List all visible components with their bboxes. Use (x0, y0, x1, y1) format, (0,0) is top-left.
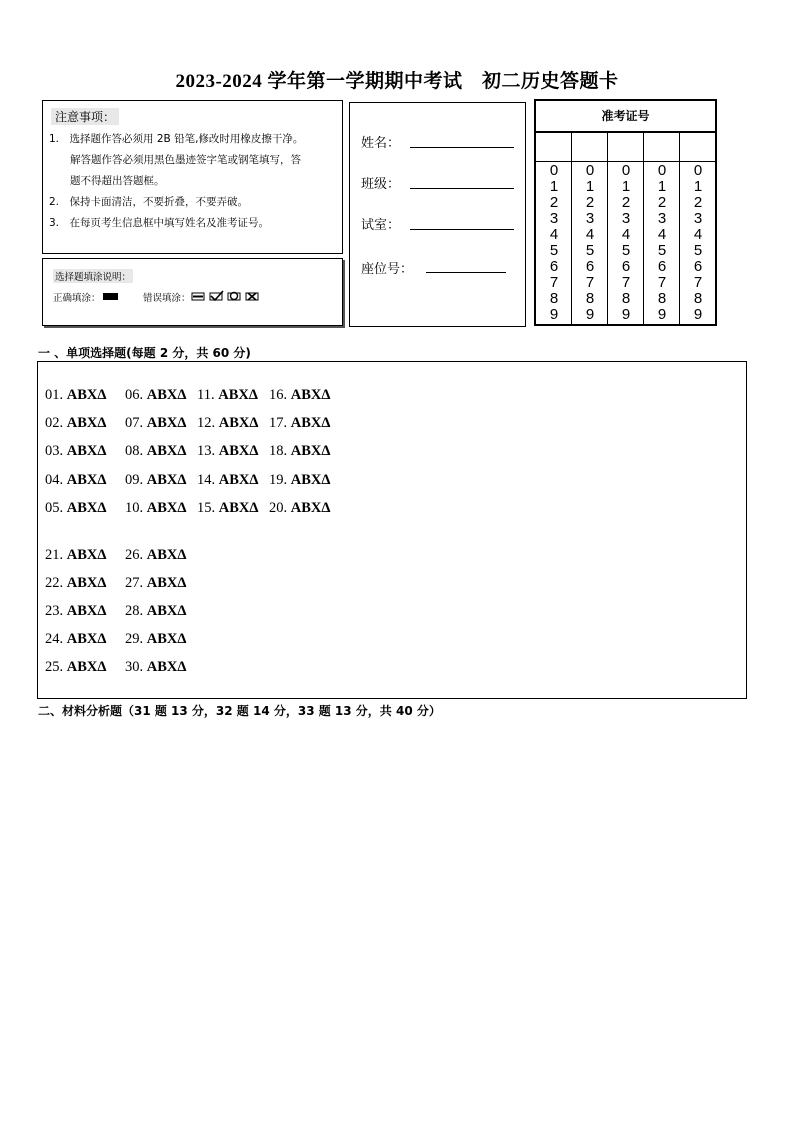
page-title: 2023-2024 学年第一学期期中考试 初二历史答题卡 (175, 71, 619, 92)
answer-options[interactable]: ABXΔ (66, 472, 107, 488)
exam-id-digit[interactable]: 6 (621, 258, 631, 275)
exam-id-digit[interactable]: 8 (657, 290, 667, 307)
choice-question[interactable] (125, 472, 186, 489)
question-number: 15. (197, 500, 216, 516)
choice-question[interactable] (45, 472, 106, 489)
exam-id-digit[interactable]: 0 (585, 162, 595, 179)
section1-heading: 一 、单项选择题(每题 2 分，共 60 分) (38, 346, 251, 360)
question-number: 12. (197, 415, 216, 431)
exam-id-digit[interactable]: 5 (549, 242, 559, 259)
exam-id-digit[interactable]: 2 (693, 194, 703, 211)
exam-id-digit[interactable]: 7 (693, 274, 703, 291)
exam-id-digit[interactable]: 7 (585, 274, 595, 291)
answer-options[interactable]: ABXΔ (290, 443, 331, 459)
class-field[interactable] (410, 188, 514, 189)
exam-id-digit[interactable]: 7 (657, 274, 667, 291)
exam-id-write-row (536, 133, 715, 162)
fill-guide-heading: 选择题填涂说明： (53, 269, 133, 283)
question-number: 19. (269, 472, 288, 488)
answer-options[interactable]: ABXΔ (146, 575, 187, 591)
question-number: 01. (45, 387, 64, 403)
choice-question[interactable] (125, 415, 186, 432)
question-number: 29. (125, 631, 144, 647)
choice-question[interactable] (269, 500, 330, 517)
exam-id-digit[interactable]: 1 (585, 178, 595, 195)
answer-options[interactable]: ABXΔ (66, 387, 107, 403)
exam-id-digit[interactable]: 0 (621, 162, 631, 179)
correct-fill-label: 正确填涂： (53, 293, 101, 304)
exam-id-digit[interactable]: 3 (585, 210, 595, 227)
answer-options[interactable]: ABXΔ (218, 472, 259, 488)
exam-id-digit-column[interactable] (644, 163, 680, 323)
exam-id-digit[interactable]: 8 (549, 290, 559, 307)
answer-options[interactable]: ABXΔ (66, 659, 107, 675)
exam-id-digit[interactable]: 4 (621, 226, 631, 243)
exam-id-digit[interactable]: 5 (693, 242, 703, 259)
choice-question[interactable] (197, 500, 258, 517)
exam-id-digit-column[interactable] (680, 163, 716, 323)
section2-heading: 二、材料分析题（31 题 13 分，32 题 14 分，33 题 13 分，共 40 分） (38, 704, 441, 718)
answer-options[interactable]: ABXΔ (218, 387, 258, 403)
question-number: 22. (45, 575, 64, 591)
choice-answer-box (37, 361, 747, 699)
question-number: 23. (45, 603, 64, 619)
choice-question[interactable] (197, 415, 258, 432)
correct-fill-sample-icon (103, 293, 118, 300)
question-number: 13. (197, 443, 216, 459)
question-number: 25. (45, 659, 64, 675)
notice-item: 2. 保持卡面清洁，不要折叠，不要弄破。 (49, 196, 249, 208)
question-number: 30. (125, 659, 144, 675)
answer-options[interactable]: ABXΔ (146, 472, 187, 488)
exam-id-digit[interactable]: 2 (585, 194, 595, 211)
notice-item: 1. 选择题作答必须用 2B 铅笔,修改时用橡皮擦干净。 (49, 133, 304, 145)
answer-options[interactable]: ABXΔ (146, 443, 187, 459)
answer-options[interactable]: ABXΔ (146, 387, 187, 403)
choice-question[interactable] (45, 547, 106, 564)
answer-options[interactable]: ABXΔ (290, 500, 331, 516)
question-number: 09. (125, 472, 144, 488)
exam-id-digit[interactable]: 5 (657, 242, 667, 259)
choice-question[interactable] (125, 547, 186, 564)
question-number: 14. (197, 472, 216, 488)
exam-id-digit[interactable]: 2 (621, 194, 631, 211)
choice-question[interactable] (45, 443, 106, 460)
answer-options[interactable]: ABXΔ (146, 603, 187, 619)
answer-options[interactable]: ABXΔ (66, 443, 107, 459)
exam-id-digit[interactable]: 5 (621, 242, 631, 259)
choice-question[interactable] (45, 575, 106, 592)
question-number: 24. (45, 631, 64, 647)
exam-id-digit[interactable]: 8 (693, 290, 703, 307)
exam-id-digit[interactable]: 7 (621, 274, 631, 291)
exam-id-digit[interactable]: 8 (585, 290, 595, 307)
choice-question[interactable] (125, 575, 186, 592)
answer-options[interactable]: ABXΔ (146, 415, 187, 431)
question-number: 21. (45, 547, 64, 563)
exam-id-digit[interactable]: 4 (549, 226, 559, 243)
exam-id-digit[interactable]: 2 (657, 194, 667, 211)
answer-options[interactable]: ABXΔ (218, 443, 259, 459)
exam-id-digit[interactable]: 9 (693, 306, 703, 323)
question-number: 18. (269, 443, 288, 459)
room-label: 试室： (361, 218, 401, 233)
choice-question[interactable] (45, 500, 106, 517)
exam-id-digit[interactable]: 0 (657, 162, 667, 179)
exam-id-digit[interactable]: 1 (693, 178, 703, 195)
choice-question[interactable] (45, 631, 106, 648)
question-number: 10. (125, 500, 144, 516)
exam-id-box (534, 99, 717, 326)
question-number: 20. (269, 500, 288, 516)
exam-id-digit[interactable]: 2 (549, 194, 559, 211)
exam-id-digit[interactable]: 0 (549, 162, 559, 179)
name-label: 姓名： (361, 136, 401, 151)
exam-id-digit[interactable]: 9 (657, 306, 667, 323)
exam-id-digit-column[interactable] (536, 163, 572, 323)
exam-id-digit-column[interactable] (572, 163, 608, 323)
choice-question[interactable] (197, 387, 258, 404)
answer-options[interactable]: ABXΔ (66, 575, 107, 591)
answer-options[interactable]: ABXΔ (290, 387, 331, 403)
exam-id-digit[interactable]: 0 (693, 162, 703, 179)
exam-id-digit[interactable]: 6 (693, 258, 703, 275)
choice-question[interactable] (197, 472, 258, 489)
answer-options[interactable]: ABXΔ (146, 631, 187, 647)
choice-question[interactable] (125, 603, 186, 620)
exam-id-digit[interactable]: 1 (621, 178, 631, 195)
exam-id-digit[interactable]: 9 (585, 306, 595, 323)
question-number: 02. (45, 415, 64, 431)
notice-heading: 注意事项： (51, 108, 119, 125)
choice-question[interactable] (269, 387, 330, 404)
question-number: 27. (125, 575, 144, 591)
answer-options[interactable]: ABXΔ (290, 415, 331, 431)
question-number: 05. (45, 500, 64, 516)
notice-item: 3. 在每页考生信息框中填写姓名及准考证号。 (49, 217, 270, 229)
answer-options[interactable]: ABXΔ (66, 603, 107, 619)
fill-guide-box (42, 258, 343, 326)
exam-id-digit[interactable]: 6 (657, 258, 667, 275)
choice-question[interactable] (269, 443, 330, 460)
question-number: 28. (125, 603, 144, 619)
question-number: 07. (125, 415, 144, 431)
exam-id-digit[interactable]: 9 (549, 306, 559, 323)
exam-id-digit[interactable]: 3 (621, 210, 631, 227)
choice-question[interactable] (197, 443, 258, 460)
question-number: 17. (269, 415, 288, 431)
choice-question[interactable] (45, 415, 106, 432)
answer-options[interactable]: ABXΔ (66, 500, 107, 516)
question-number: 26. (125, 547, 144, 563)
question-number: 11. (197, 387, 215, 403)
seat-field[interactable] (426, 272, 506, 273)
question-number: 08. (125, 443, 144, 459)
exam-id-digit[interactable]: 1 (657, 178, 667, 195)
notice-box (42, 100, 343, 254)
question-number: 06. (125, 387, 144, 403)
wrong-fill-label: 错误填涂： (143, 293, 191, 304)
wrong-fill-samples-icon (191, 290, 261, 302)
exam-id-digit[interactable]: 5 (585, 242, 595, 259)
answer-options[interactable]: ABXΔ (218, 500, 259, 516)
answer-options[interactable]: ABXΔ (66, 547, 107, 563)
question-number: 03. (45, 443, 64, 459)
choice-question[interactable] (45, 603, 106, 620)
exam-id-digit[interactable]: 8 (621, 290, 631, 307)
room-field[interactable] (410, 229, 514, 230)
choice-question[interactable] (45, 387, 106, 404)
answer-options[interactable]: ABXΔ (290, 472, 331, 488)
choice-question[interactable] (125, 387, 186, 404)
exam-id-digit[interactable]: 4 (657, 226, 667, 243)
notice-item: 解答题作答必须用黑色墨迹签字笔或钢笔填写，答 (49, 154, 301, 166)
choice-question[interactable] (269, 472, 330, 489)
exam-id-digit[interactable]: 7 (549, 274, 559, 291)
notice-item: 题不得超出答题框。 (49, 175, 165, 187)
answer-options[interactable]: ABXΔ (146, 547, 187, 563)
seat-label: 座位号： (361, 262, 414, 277)
question-number: 16. (269, 387, 288, 403)
choice-question[interactable] (45, 659, 106, 676)
class-label: 班级： (361, 177, 401, 192)
choice-question[interactable] (125, 631, 186, 648)
exam-id-digit[interactable]: 6 (549, 258, 559, 275)
exam-id-digit-column[interactable] (608, 163, 644, 323)
answer-options[interactable]: ABXΔ (66, 631, 107, 647)
exam-id-digit[interactable]: 3 (657, 210, 667, 227)
exam-id-heading: 准考证号 (536, 101, 715, 133)
exam-id-digit[interactable]: 9 (621, 306, 631, 323)
student-info-box (349, 102, 526, 327)
choice-question[interactable] (125, 659, 186, 676)
exam-id-digit[interactable]: 1 (549, 178, 559, 195)
answer-options[interactable]: ABXΔ (146, 659, 187, 675)
exam-id-digit[interactable]: 3 (549, 210, 559, 227)
question-number: 04. (45, 472, 64, 488)
choice-question[interactable] (125, 500, 186, 517)
choice-question[interactable] (269, 415, 330, 432)
name-field[interactable] (410, 147, 514, 148)
choice-question[interactable] (125, 443, 186, 460)
answer-options[interactable]: ABXΔ (66, 415, 107, 431)
exam-id-digit[interactable]: 6 (585, 258, 595, 275)
exam-id-digit[interactable]: 3 (693, 210, 703, 227)
exam-id-digit[interactable]: 4 (693, 226, 703, 243)
answer-options[interactable]: ABXΔ (146, 500, 187, 516)
exam-id-digit[interactable]: 4 (585, 226, 595, 243)
answer-options[interactable]: ABXΔ (218, 415, 259, 431)
